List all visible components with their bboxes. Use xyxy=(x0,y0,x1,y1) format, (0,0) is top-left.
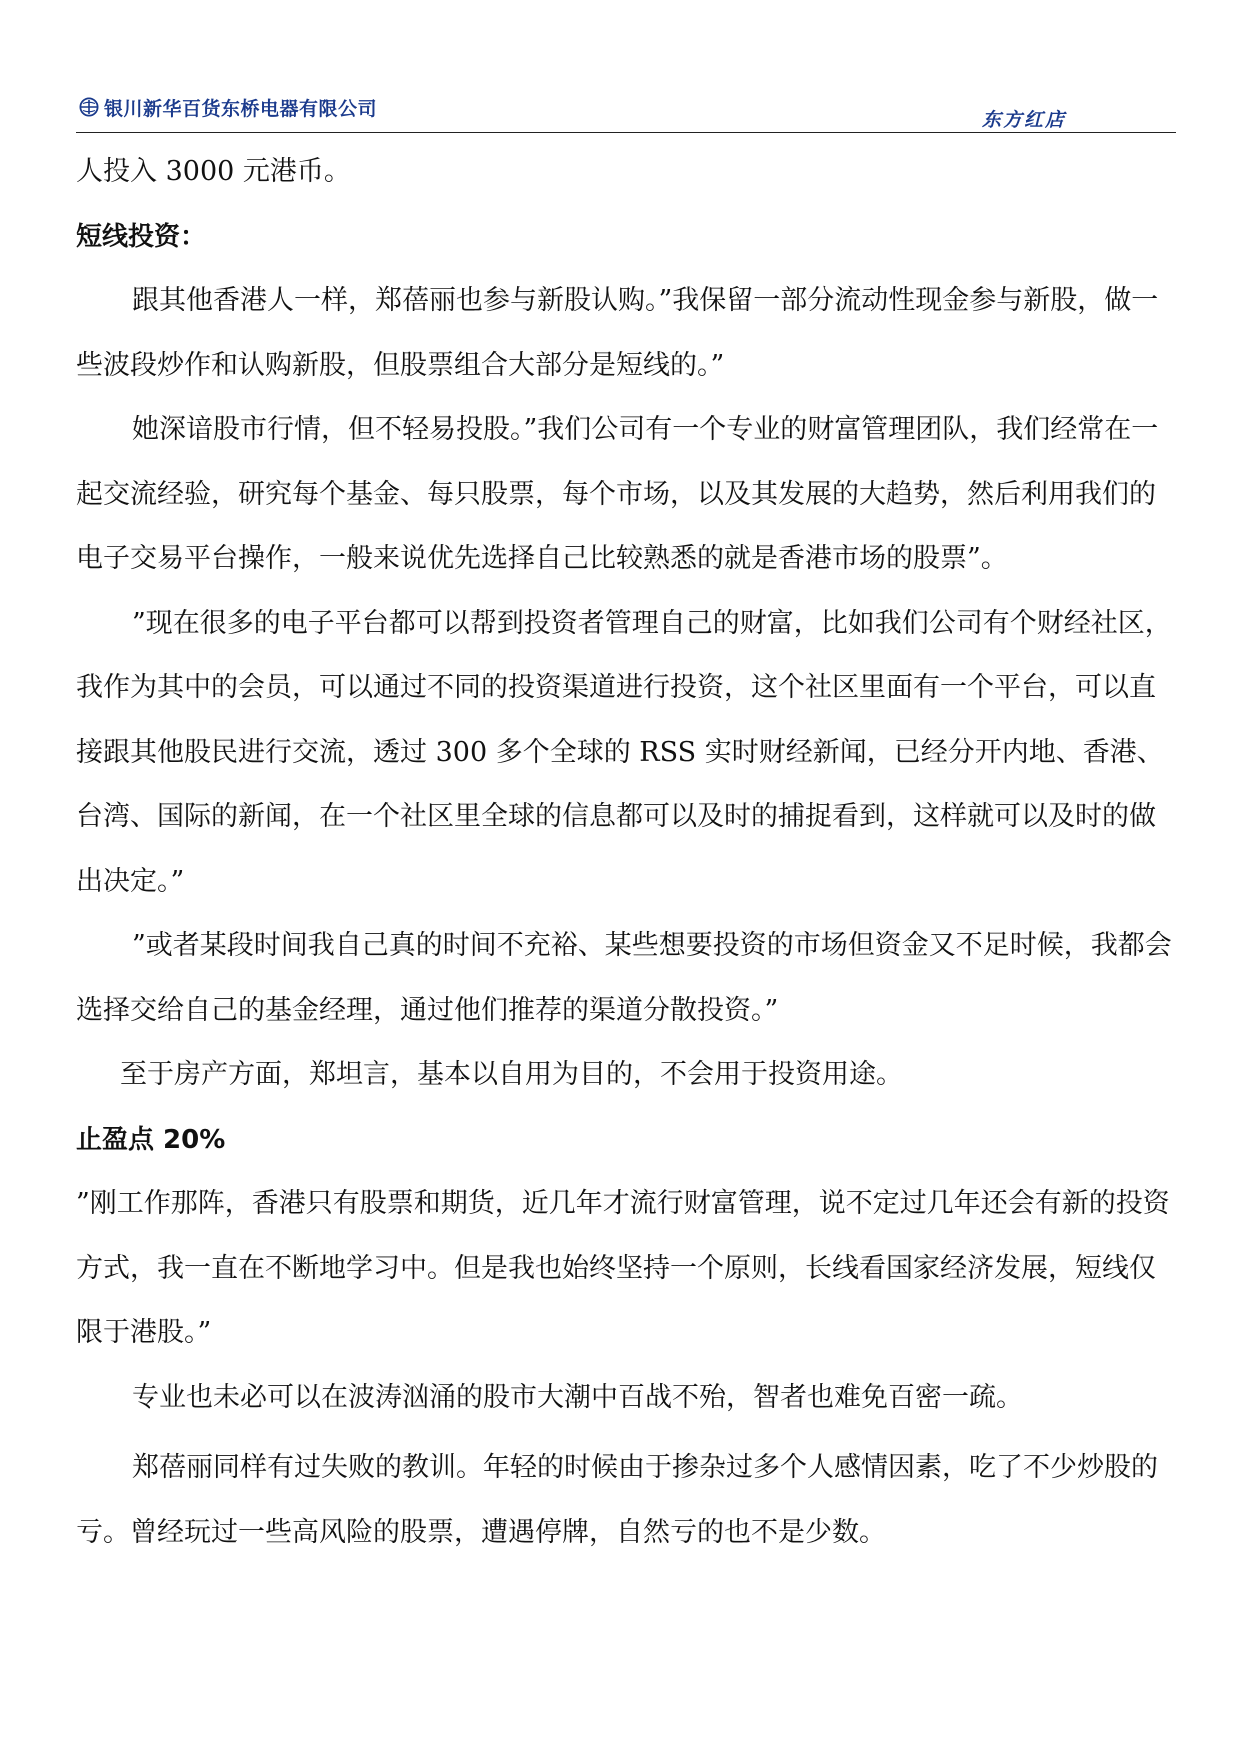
paragraph-4: ”现在很多的电子平台都可以帮到投资者管理自己的财富，比如我们公司有个财经社区，我作为其中的会员，可以通过不同的投资渠道进行投资，这个社区里面有一个平台，可以直接跟其他股民进行交流，透过 300 多个全球的 RSS 实时财经新闻，已经分开内地、香港、台湾、国际的新闻，在一个社区里全球的信息都可以及时的捕捉看到，这样就可以及时的做出决定。” xyxy=(76,607,1172,897)
company-logo-icon xyxy=(79,97,99,117)
company-name: 银川新华百货东桥电器有限公司 xyxy=(104,98,378,120)
paragraph-2: 跟其他香港人一样，郑蓓丽也参与新股认购。”我保留一部分流动性现金参与新股，做一些波段炒作和认购新股，但股票组合大部分是短线的。” xyxy=(76,285,1159,381)
paragraph-9: 郑蓓丽同样有过失败的教训。年轻的时候由于掺杂过多个人感情因素，吃了不少炒股的亏。曾经玩过一些高风险的股票，遭遇停牌，自然亏的也不是少数。 xyxy=(76,1452,1158,1548)
store-name: 东方红店 xyxy=(982,109,1067,131)
page-header xyxy=(76,92,1176,132)
paragraph-1: 人投入 3000 元港币。 xyxy=(76,156,351,187)
header-divider xyxy=(76,132,1176,133)
paragraph-3: 她深谙股市行情，但不轻易投股。”我们公司有一个专业的财富管理团队，我们经常在一起交流经验，研究每个基金、每只股票，每个市场，以及其发展的大趋势，然后利用我们的电子交易平台操作，一般来说优先选择自己比较熟悉的就是香港市场的股票”。 xyxy=(76,414,1159,574)
paragraph-8: 专业也未必可以在波涛汹涌的股市大潮中百战不殆，智者也难免百密一疏。 xyxy=(132,1381,1023,1413)
paragraph-5: ”或者某段时间我自己真的时间不充裕、某些想要投资的市场但资金又不足时候，我都会选择交给自己的基金经理，通过他们推荐的渠道分散投资。” xyxy=(76,930,1172,1026)
paragraph-6: 至于房产方面，郑坦言，基本以自用为目的，不会用于投资用途。 xyxy=(120,1059,903,1090)
paragraph-7: ”刚工作那阵，香港只有股票和期货，近几年才流行财富管理，说不定过几年还会有新的投资方式，我一直在不断地学习中。但是我也始终坚持一个原则，长线看国家经济发展，短线仅限于港股。” xyxy=(76,1188,1170,1348)
document-body xyxy=(76,140,1176,1565)
section-heading-take-profit: 止盈点 20% xyxy=(76,1124,226,1155)
section-heading-short-term: 短线投资： xyxy=(76,221,207,252)
